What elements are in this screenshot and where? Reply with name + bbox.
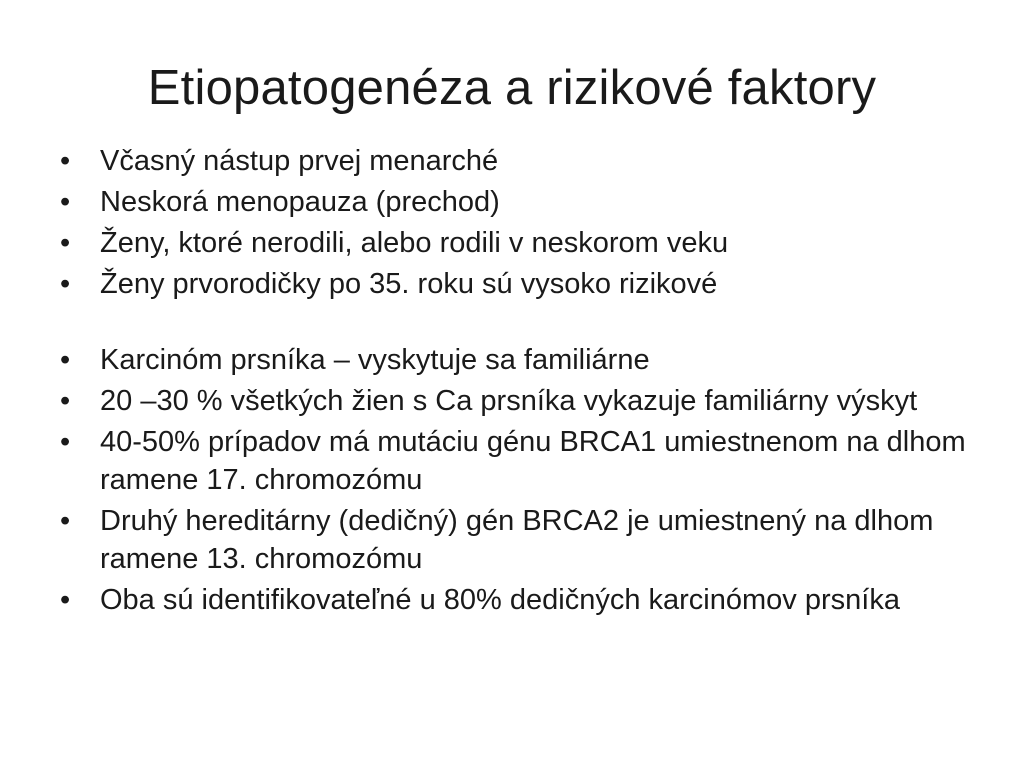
bullet-icon: • — [60, 426, 71, 458]
bullet-icon: • — [60, 227, 71, 259]
bullet-icon: • — [60, 145, 71, 177]
list-item — [56, 224, 976, 262]
list-item — [56, 265, 976, 303]
bullet-icon: • — [60, 385, 71, 417]
list-item — [56, 341, 976, 379]
bullet-text: Karcinóm prsníka – vyskytuje sa familiárne — [100, 344, 650, 376]
bullet-text: 20 –30 % všetkých žien s Ca prsníka vykazuje familiárny výskyt — [100, 385, 918, 417]
bullet-icon: • — [60, 584, 71, 616]
bullet-icon: • — [60, 344, 71, 376]
list-item — [56, 142, 976, 180]
bullet-list — [56, 142, 976, 622]
bullet-text: 40-50% prípadov má mutáciu génu BRCA1 umiestnenom na dlhom ramene 17. chromozómu — [100, 426, 966, 496]
bullet-text: Druhý hereditárny (dedičný) gén BRCA2 je umiestnený na dlhom ramene 13. chromozómu — [100, 505, 934, 575]
bullet-text: Oba sú identifikovateľné u 80% dedičných karcinómov prsníka — [100, 584, 900, 616]
list-item — [56, 423, 976, 499]
list-item — [56, 382, 976, 420]
bullet-text: Ženy, ktoré nerodili, alebo rodili v neskorom veku — [100, 227, 729, 259]
bullet-text: Ženy prvorodičky po 35. roku sú vysoko rizikové — [100, 268, 718, 300]
list-item — [56, 502, 976, 578]
bullet-text: Neskorá menopauza (prechod) — [100, 186, 500, 218]
slide-title: Etiopatogenéza a rizikové faktory — [147, 61, 877, 115]
bullet-icon: • — [60, 268, 71, 300]
bullet-text: Včasný nástup prvej menarché — [100, 145, 499, 177]
list-item — [56, 581, 976, 619]
bullet-icon: • — [60, 505, 71, 537]
bullet-icon: • — [60, 186, 71, 218]
list-item — [56, 183, 976, 221]
